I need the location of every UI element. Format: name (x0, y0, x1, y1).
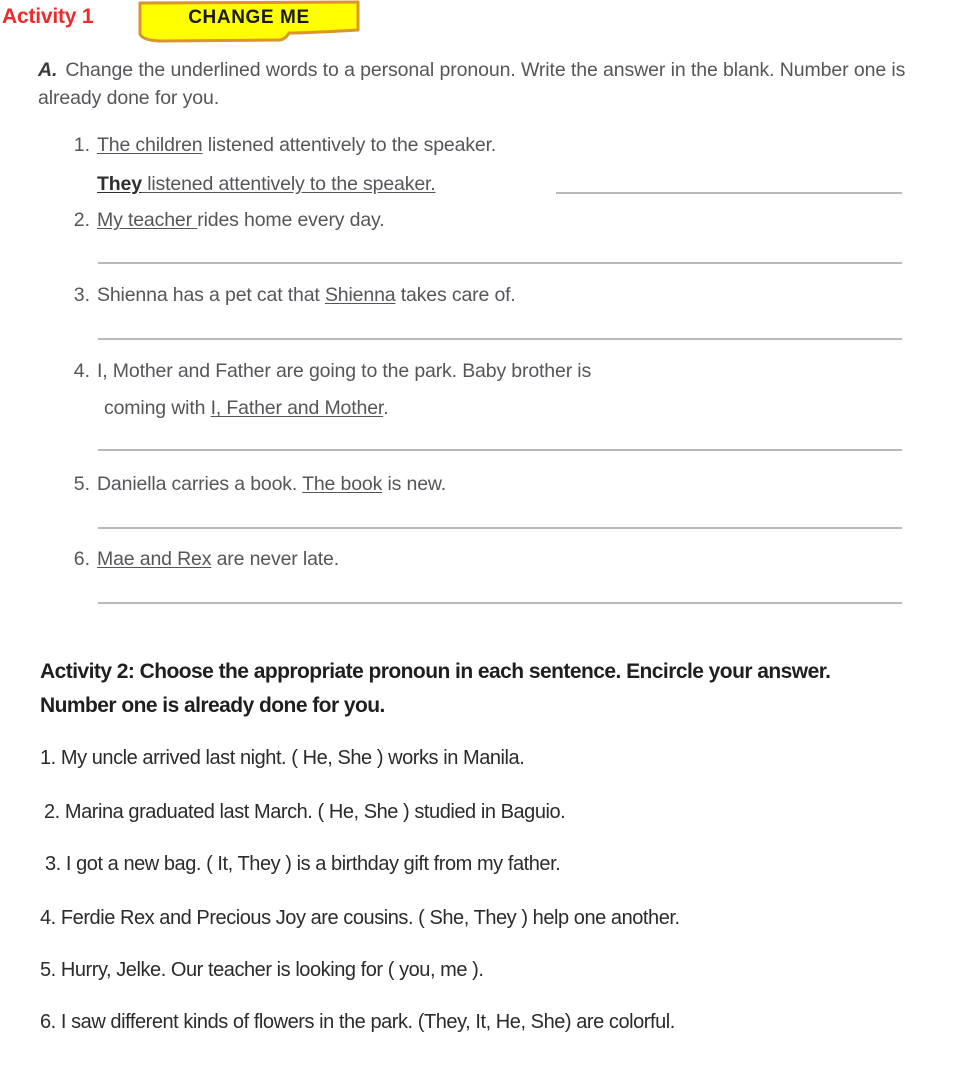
sentence-pre: Daniella carries a book. (97, 473, 303, 495)
answer-blank-line[interactable] (98, 449, 902, 451)
item-sentence (97, 282, 516, 308)
item-sentence (97, 546, 339, 572)
activity-2-item-4[interactable]: 4. Ferdie Rex and Precious Joy are cousins. ( She, They ) help one another. (40, 907, 680, 929)
item-sentence-line-2 (104, 395, 388, 421)
activity-2-heading-line-1: Activity 2: Choose the appropriate pronoun in each sentence. Encircle your answer. (40, 660, 831, 683)
activity-2-item-2[interactable]: 2. Marina graduated last March. ( He, She ) studied in Baguio. (44, 801, 566, 823)
underlined-phrase: The book (302, 473, 383, 495)
item-number: 3. (73, 284, 90, 306)
banner-title: CHANGE ME (188, 7, 310, 28)
sentence-rest: . (383, 397, 389, 419)
answer-blank-line[interactable] (556, 192, 902, 194)
sentence-rest: rides home every day. (197, 209, 385, 231)
item-number: 1. (73, 134, 90, 156)
answer-blank-line[interactable] (98, 262, 902, 264)
activity-2-heading-line-2: Number one is already done for you. (40, 694, 385, 717)
activity-1-instructions (38, 56, 918, 112)
item-number: 4. (73, 360, 90, 382)
sentence-pre: Shienna has a pet cat that (97, 284, 325, 306)
underlined-phrase: Mae and Rex (97, 548, 212, 570)
change-me-banner (137, 0, 361, 43)
item-number: 5. (73, 473, 90, 495)
activity-2-item-5[interactable]: 5. Hurry, Jelke. Our teacher is looking for ( you, me ). (40, 959, 484, 981)
sentence-rest: listened attentively to the speaker. (202, 134, 497, 156)
activity-2-heading (40, 655, 974, 723)
item-sentence (97, 471, 446, 497)
answer-pronoun: They (97, 173, 142, 195)
item-sentence (97, 207, 384, 233)
sentence-rest: takes care of. (395, 284, 516, 306)
worksheet-header (0, 0, 974, 48)
underlined-phrase: The children (97, 134, 203, 156)
item-answer[interactable] (97, 171, 436, 197)
answer-rest: listened attentively to the speaker. (141, 173, 436, 195)
answer-blank-line[interactable] (98, 602, 902, 604)
underlined-phrase: Shienna (324, 284, 396, 306)
item-number: 6. (73, 548, 90, 570)
underlined-phrase: I, Father and Mother (210, 397, 384, 419)
underlined-phrase: My teacher (97, 209, 198, 231)
answer-blank-line[interactable] (98, 527, 902, 529)
activity-1-label: Activity 1 (2, 5, 94, 28)
sentence-pre: coming with (104, 397, 211, 419)
answer-blank-line[interactable] (98, 338, 902, 340)
activity-2-item-3[interactable]: 3. I got a new bag. ( It, They ) is a birthday gift from my father. (45, 853, 561, 875)
sentence-rest: are never late. (211, 548, 340, 570)
item-sentence-line-1: I, Mother and Father are going to the park. Baby brother is (97, 360, 592, 382)
activity-2-item-1[interactable]: 1. My uncle arrived last night. ( He, She ) works in Manila. (40, 747, 525, 769)
activity-1-letter: A. (38, 59, 58, 81)
activity-1-instruction-text: Change the underlined words to a personal pronoun. Write the answer in the blank. Number one is already done for you. (38, 59, 906, 109)
item-number: 2. (73, 209, 90, 231)
activity-2-item-6[interactable]: 6. I saw different kinds of flowers in the park. (They, It, He, She) are colorful. (40, 1011, 675, 1033)
item-sentence (97, 132, 496, 158)
sentence-rest: is new. (382, 473, 447, 495)
